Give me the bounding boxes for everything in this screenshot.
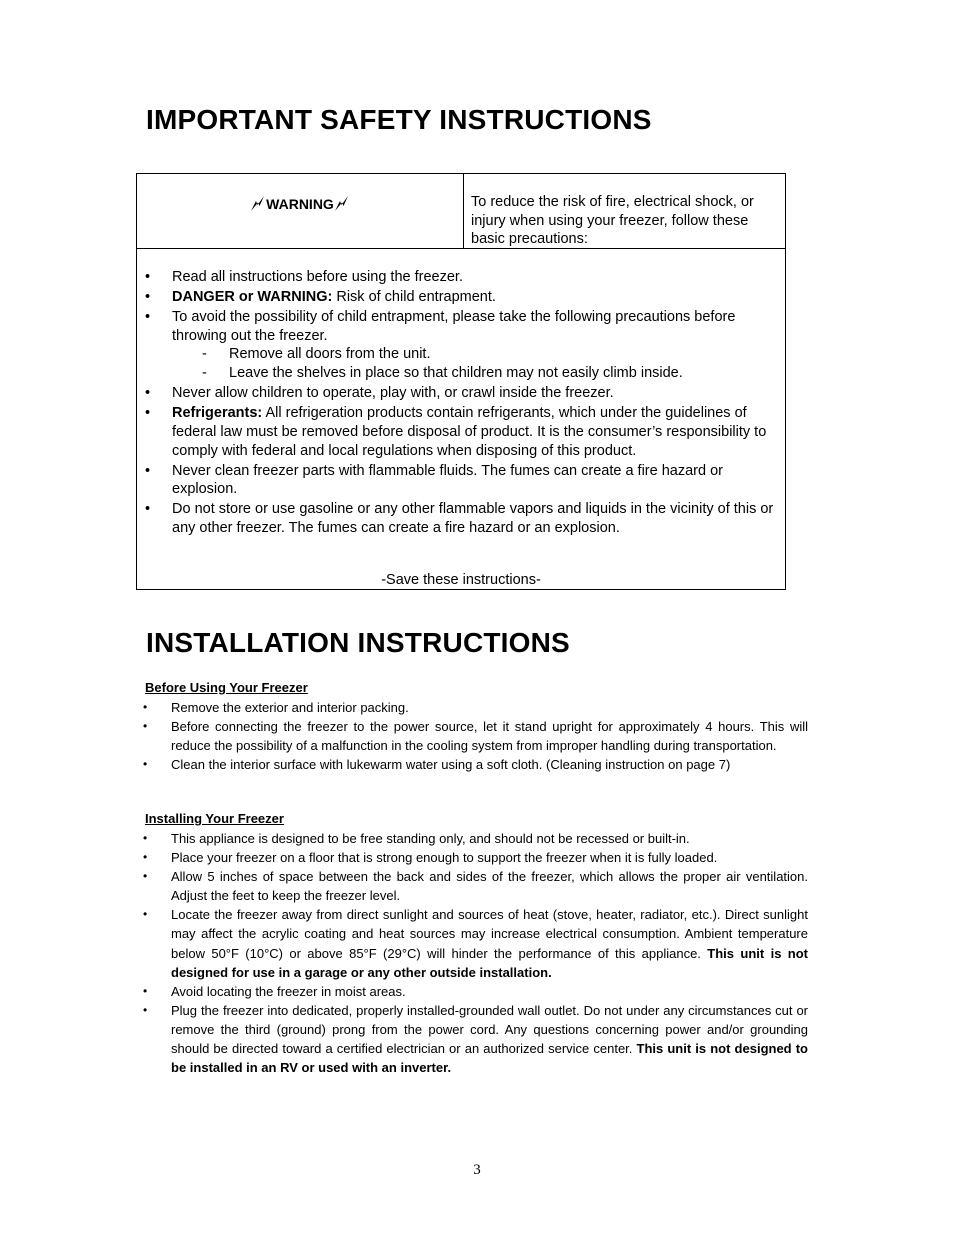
list-item: • Do not store or use gasoline or any other flammable vapors and liquids in the vicinity of this or any other freezer. The fumes can create a fire hazard or an explosion. [137, 500, 785, 537]
sub-list [172, 345, 777, 382]
list-item: • Remove the exterior and interior packing. [143, 698, 808, 717]
list-item: • Never allow children to operate, play with, or crawl inside the freezer. [137, 384, 785, 403]
before-using-list [143, 698, 808, 774]
sub-list-item: - Remove all doors from the unit. [172, 345, 777, 364]
list-item: • Place your freezer on a floor that is strong enough to support the freezer when it is fully loaded. [143, 848, 808, 867]
list-item: • Refrigerants: All refrigeration products contain refrigerants, which under the guidelines of federal law must be removed before disposal of product. It is the consumer’s responsibility to comply with federal and local regulations when disposing of this product. [137, 404, 785, 460]
before-using-heading: Before Using Your Freezer [145, 680, 308, 695]
list-item: • Avoid locating the freezer in moist areas. [143, 982, 808, 1001]
list-item: • Never clean freezer parts with flammable fluids. The fumes can create a fire hazard or explosion. [137, 462, 785, 499]
list-item: • Clean the interior surface with lukewarm water using a soft cloth. (Cleaning instruction on page 7) [143, 755, 808, 774]
warning-text: WARNING [266, 196, 334, 212]
safety-list [137, 268, 785, 539]
sub-list-item: - Leave the shelves in place so that children may not easily climb inside. [172, 364, 777, 383]
warning-label [137, 195, 463, 212]
installing-list [143, 829, 808, 1077]
lightning-bolt-icon [334, 195, 350, 212]
page-number: 3 [473, 1162, 481, 1178]
list-item: • Locate the freezer away from direct sunlight and sources of heat (stove, heater, radiator, etc.). Direct sunlight may affect the acrylic coating and heat sources may increase electrical consumption. Ambient temperature below 50°F (10°C) or above 85°F (29°C) will hinder the performance of this appliance. This unit is not designed for use in a garage or any other outside installation. [143, 905, 808, 981]
list-item: • Plug the freezer into dedicated, properly installed-grounded wall outlet. Do not under any circumstances cut or remove the third (ground) prong from the power cord. Any questions concerning power and/or grounding should be directed toward a certified electrician or an authorized service center. This unit is not designed to be installed in an RV or used with an inverter. [143, 1001, 808, 1077]
list-item: • Before connecting the freezer to the power source, let it stand upright for approximately 4 hours. This will reduce the possibility of a malfunction in the cooling system from improper handling during transportation. [143, 717, 808, 755]
installation-title: INSTALLATION INSTRUCTIONS [146, 627, 570, 658]
warning-divider [463, 174, 464, 249]
save-instructions-note: -Save these instructions- [381, 572, 541, 588]
list-item: • To avoid the possibility of child entrapment, please take the following precautions before throwing out the freezer. - Remove all doors from the unit. - Leave the shelves in place so that children may not easily climb inside. [137, 308, 785, 383]
warning-intro: To reduce the risk of fire, electrical shock, or injury when using your freezer, follow these basic precautions: [471, 194, 754, 247]
safety-title: IMPORTANT SAFETY INSTRUCTIONS [146, 104, 652, 135]
warning-box [136, 173, 786, 590]
list-item: • DANGER or WARNING: Risk of child entrapment. [137, 288, 785, 307]
list-item: • Read all instructions before using the freezer. [137, 268, 785, 287]
list-item: • This appliance is designed to be free standing only, and should not be recessed or built-in. [143, 829, 808, 848]
list-item: • Allow 5 inches of space between the back and sides of the freezer, which allows the proper air ventilation. Adjust the feet to keep the freezer level. [143, 867, 808, 905]
lightning-bolt-icon [250, 195, 266, 212]
installing-heading: Installing Your Freezer [145, 811, 284, 826]
